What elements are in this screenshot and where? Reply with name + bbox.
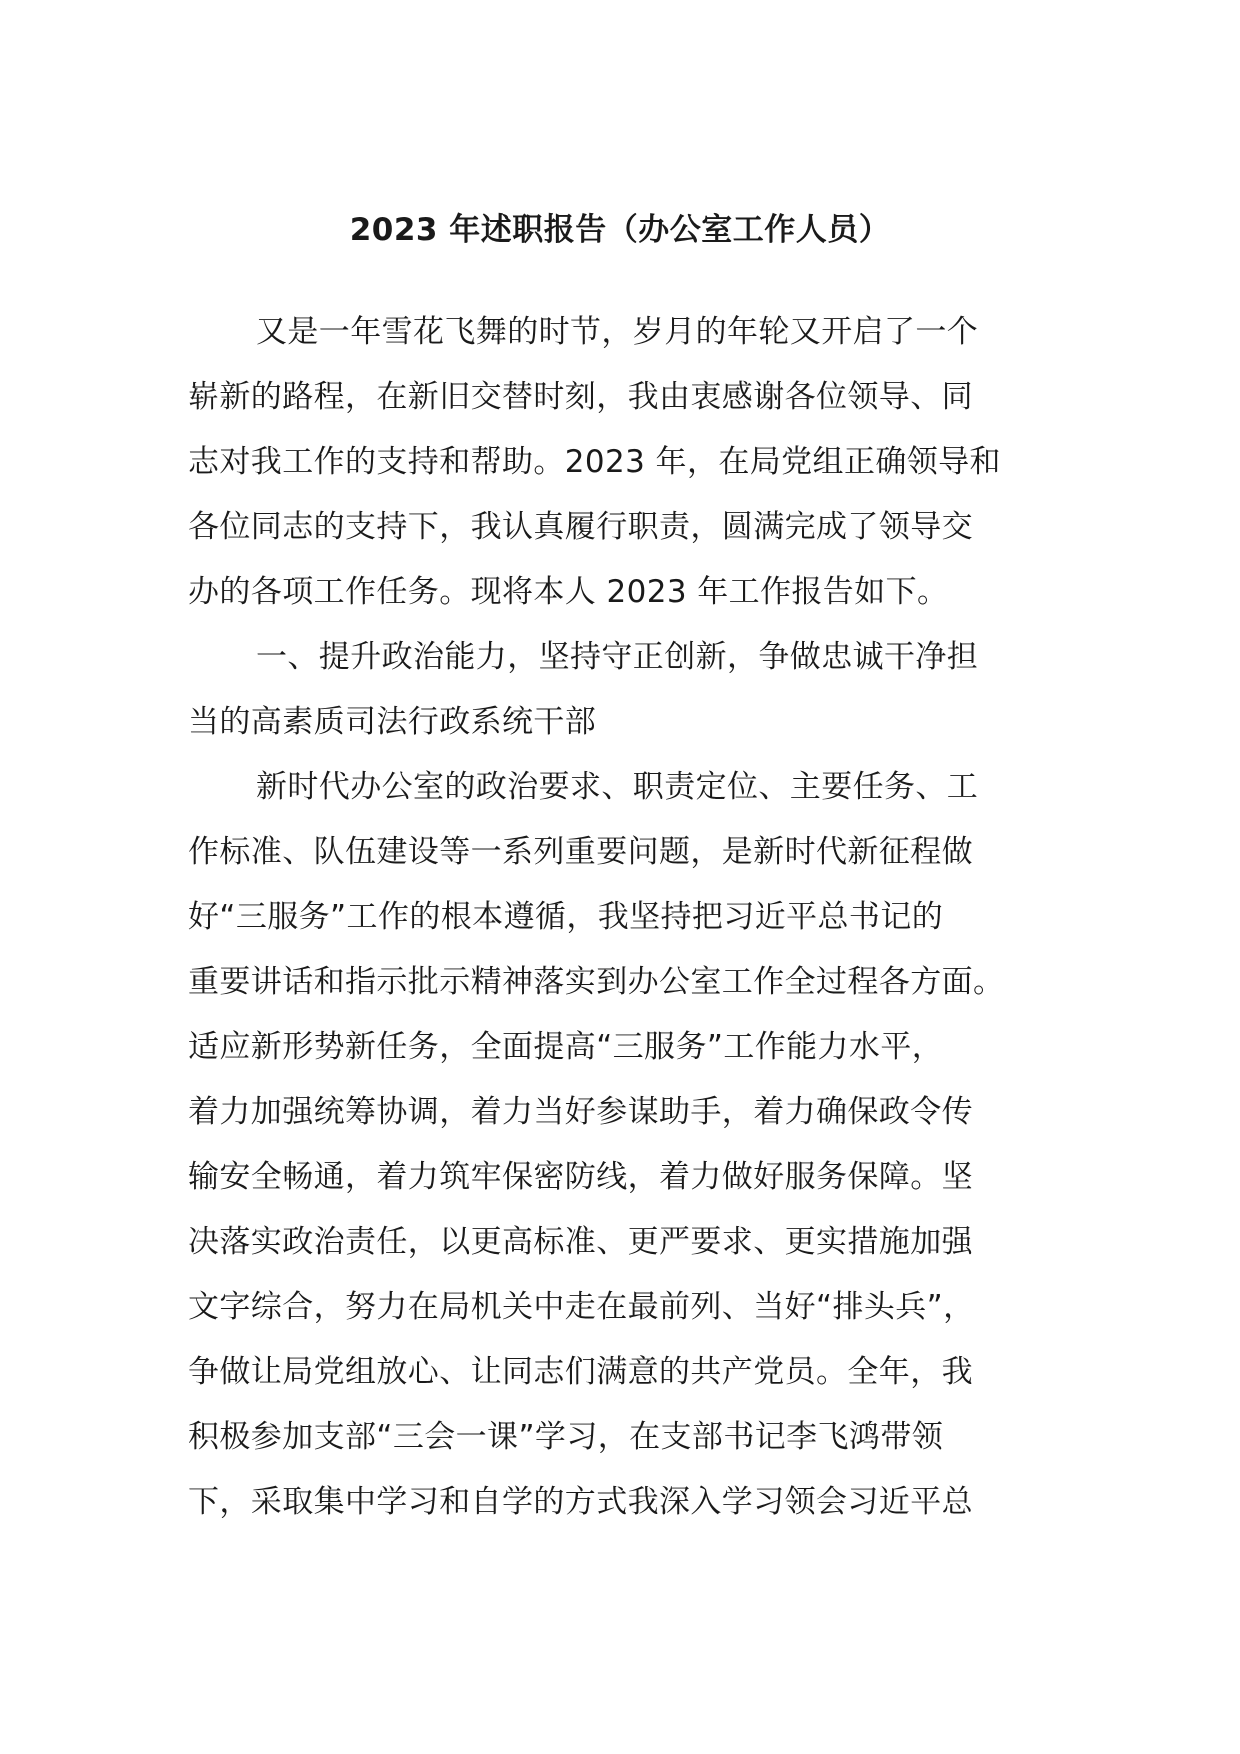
text-line: 新时代办公室的政治要求、职责定位、主要任务、工 <box>256 769 979 805</box>
text-line: 好“三服务”工作的根本遵循，我坚持把习近平总书记的 <box>188 899 944 935</box>
section-heading-line: 一、提升政治能力，坚持守正创新，争做忠诚干净担 <box>256 639 979 675</box>
text-line: 积极参加支部“三会一课”学习，在支部书记李飞鸿带领 <box>188 1419 944 1455</box>
text-line: 争做让局党组放心、让同志们满意的共产党员。全年，我 <box>188 1354 973 1390</box>
text-line: 志对我工作的支持和帮助。2023 年，在局党组正确领导和 <box>188 444 1001 480</box>
text-line: 各位同志的支持下，我认真履行职责，圆满完成了领导交 <box>188 509 973 545</box>
section-heading-line: 当的高素质司法行政系统干部 <box>188 704 597 740</box>
document-title: 2023 年述职报告（办公室工作人员） <box>349 212 891 248</box>
text-line: 文字综合，努力在局机关中走在最前列、当好“排头兵”， <box>188 1289 975 1325</box>
text-line: 又是一年雪花飞舞的时节，岁月的年轮又开启了一个 <box>256 314 979 350</box>
text-line: 适应新形势新任务，全面提高“三服务”工作能力水平， <box>188 1029 944 1065</box>
text-line: 重要讲话和指示批示精神落实到办公室工作全过程各方面。 <box>188 964 1005 1000</box>
text-line: 办的各项工作任务。现将本人 2023 年工作报告如下。 <box>188 574 949 610</box>
text-line: 作标准、队伍建设等一系列重要问题，是新时代新征程做 <box>188 834 973 870</box>
text-line: 崭新的路程，在新旧交替时刻，我由衷感谢各位领导、同 <box>188 379 973 415</box>
document-body <box>188 300 1058 1535</box>
text-line: 输安全畅通，着力筑牢保密防线，着力做好服务保障。坚 <box>188 1159 973 1195</box>
text-line: 下，采取集中学习和自学的方式我深入学习领会习近平总 <box>188 1484 973 1520</box>
text-line: 着力加强统筹协调，着力当好参谋助手，着力确保政令传 <box>188 1094 973 1130</box>
text-line: 决落实政治责任，以更高标准、更严要求、更实措施加强 <box>188 1224 973 1260</box>
